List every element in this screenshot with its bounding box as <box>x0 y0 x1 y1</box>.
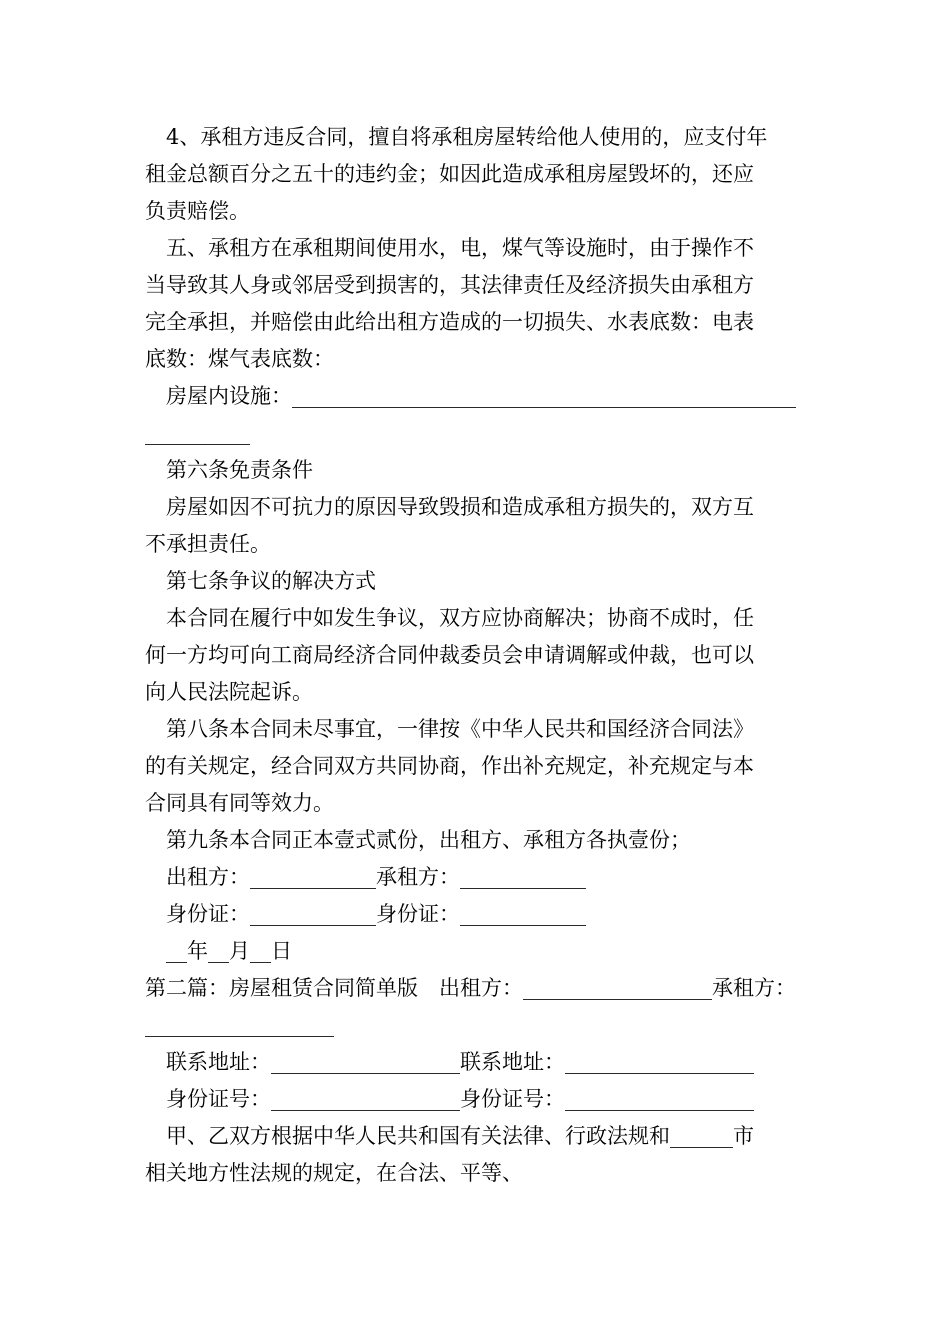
text-line: 相关地方性法规的规定，在合法、平等、 <box>145 1161 523 1185</box>
date-line: __年__月__日 <box>166 939 292 963</box>
text-line: 房屋如因不可抗力的原因导致毁损和造成承租方损失的，双方互 <box>166 495 754 519</box>
text-line: 4、承租方违反合同，擅自将承租房屋转给他人使用的，应支付年 <box>166 125 768 149</box>
section-heading: 第七条争议的解决方式 <box>166 569 376 593</box>
text-line: 房屋内设施：________________________________________________ <box>166 384 796 408</box>
text-line: 完全承担，并赔偿由此给出租方造成的一切损失、水表底数：电表 <box>145 310 754 334</box>
text-line: 底数：煤气表底数： <box>145 347 334 371</box>
text-line: 第九条本合同正本壹式贰份，出租方、承租方各执壹份； <box>166 828 691 852</box>
text-line: 本合同在履行中如发生争议，双方应协商解决；协商不成时，任 <box>166 606 754 630</box>
text-line: 当导致其人身或邻居受到损害的，其法律责任及经济损失由承租方 <box>145 273 754 297</box>
text-line: __________ <box>145 421 250 445</box>
text-line: __________________ <box>145 1013 334 1037</box>
text-line: 负责赔偿。 <box>145 199 250 223</box>
text-line: 不承担责任。 <box>145 532 271 556</box>
text-line: 何一方均可向工商局经济合同仲裁委员会申请调解或仲裁，也可以 <box>145 643 754 667</box>
id-line: 身份证：____________身份证：____________ <box>166 902 586 926</box>
id-number-line: 身份证号：__________________身份证号：__________________ <box>166 1087 754 1111</box>
text-line: 向人民法院起诉。 <box>145 680 313 704</box>
text-line: 租金总额百分之五十的违约金；如因此造成承租房屋毁坏的，还应 <box>145 162 754 186</box>
section-heading: 第二篇：房屋租赁合同简单版 出租方：__________________承租方： <box>145 976 796 1000</box>
text-line: 第八条本合同未尽事宜，一律按《中华人民共和国经济合同法》 <box>166 717 754 741</box>
text-line: 合同具有同等效力。 <box>145 791 334 815</box>
section-heading: 第六条免责条件 <box>166 458 313 482</box>
address-line: 联系地址：__________________联系地址：__________________ <box>166 1050 754 1074</box>
document-page <box>145 119 810 1192</box>
text-line: 的有关规定，经合同双方共同协商，作出补充规定，补充规定与本 <box>145 754 754 778</box>
text-line: 五、承租方在承租期间使用水，电，煤气等设施时，由于操作不 <box>166 236 754 260</box>
signature-line: 出租方：____________承租方：____________ <box>166 865 586 889</box>
text-line: 甲、乙双方根据中华人民共和国有关法律、行政法规和______市 <box>166 1124 754 1148</box>
